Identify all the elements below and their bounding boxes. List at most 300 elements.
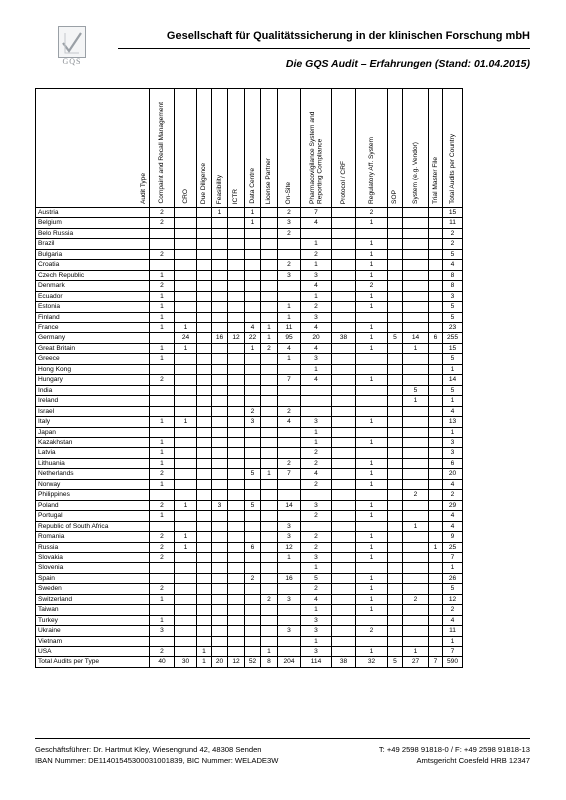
audit-count-cell xyxy=(175,594,197,604)
audit-count-cell xyxy=(197,594,212,604)
audit-table xyxy=(35,88,463,668)
audit-count-cell xyxy=(332,291,356,301)
country-total-cell: 20 xyxy=(443,469,463,479)
audit-count-cell xyxy=(403,573,429,583)
audit-count-cell xyxy=(245,364,261,374)
column-header-label: System (e.g. Vendor) xyxy=(411,142,419,204)
audit-count-cell xyxy=(245,249,261,259)
column-header xyxy=(403,89,429,208)
audit-count-cell xyxy=(388,427,403,437)
country-cell: Greece xyxy=(36,354,150,364)
audit-count-cell xyxy=(228,594,245,604)
audit-count-cell: 1 xyxy=(403,343,429,353)
audit-count-cell xyxy=(332,615,356,625)
audit-count-cell xyxy=(175,364,197,374)
audit-count-cell: 1 xyxy=(356,239,388,249)
audit-count-cell xyxy=(175,385,197,395)
country-total-cell: 23 xyxy=(443,322,463,332)
column-header xyxy=(278,89,301,208)
logo-check-icon xyxy=(58,26,86,58)
audit-count-cell xyxy=(245,270,261,280)
audit-count-cell: 2 xyxy=(301,302,332,312)
audit-count-cell xyxy=(388,542,403,552)
audit-count-cell: 2 xyxy=(150,647,175,657)
table-row xyxy=(36,563,463,573)
audit-count-cell xyxy=(197,584,212,594)
audit-count-cell xyxy=(261,532,278,542)
audit-count-cell: 3 xyxy=(301,626,332,636)
column-header-label: Audit Type xyxy=(139,172,147,204)
audit-count-cell xyxy=(388,521,403,531)
audit-count-cell xyxy=(403,208,429,218)
audit-count-cell: 2 xyxy=(301,542,332,552)
audit-count-cell xyxy=(212,626,228,636)
audit-count-cell: 3 xyxy=(245,417,261,427)
audit-count-cell xyxy=(403,437,429,447)
audit-count-cell xyxy=(403,636,429,646)
audit-count-cell xyxy=(212,239,228,249)
audit-count-cell: 7 xyxy=(278,469,301,479)
audit-count-cell xyxy=(245,396,261,406)
audit-count-cell: 4 xyxy=(245,322,261,332)
table-row xyxy=(36,500,463,510)
country-cell: Lithuania xyxy=(36,458,150,468)
audit-count-cell xyxy=(403,364,429,374)
audit-count-cell xyxy=(332,343,356,353)
type-total-cell: 12 xyxy=(228,657,245,667)
audit-count-cell xyxy=(388,626,403,636)
audit-count-cell xyxy=(245,239,261,249)
audit-count-cell: 1 xyxy=(301,437,332,447)
audit-count-cell xyxy=(261,239,278,249)
audit-count-cell xyxy=(388,302,403,312)
audit-count-cell xyxy=(228,312,245,322)
table-row xyxy=(36,552,463,562)
audit-count-cell xyxy=(197,500,212,510)
audit-count-cell xyxy=(278,437,301,447)
audit-count-cell xyxy=(388,615,403,625)
table-row xyxy=(36,302,463,312)
table-row xyxy=(36,458,463,468)
type-total-cell: 30 xyxy=(175,657,197,667)
country-total-cell: 12 xyxy=(443,594,463,604)
audit-count-cell: 1 xyxy=(150,594,175,604)
audit-count-cell xyxy=(175,427,197,437)
audit-count-cell xyxy=(175,218,197,228)
audit-count-cell xyxy=(212,260,228,270)
column-header-label: Pharmacovigilance System and Reporting Compliance xyxy=(308,111,323,204)
audit-count-cell xyxy=(150,521,175,531)
audit-count-cell xyxy=(212,615,228,625)
country-total-cell: 2 xyxy=(443,239,463,249)
audit-count-cell xyxy=(388,469,403,479)
audit-count-cell: 3 xyxy=(301,354,332,364)
audit-count-cell xyxy=(429,521,443,531)
column-header-label: License Partner xyxy=(265,157,273,204)
column-header-label: ICTR xyxy=(232,188,240,204)
audit-count-cell xyxy=(212,573,228,583)
table-row xyxy=(36,479,463,489)
audit-count-cell: 1 xyxy=(261,469,278,479)
audit-count-cell xyxy=(197,469,212,479)
audit-count-cell xyxy=(197,385,212,395)
audit-count-cell: 1 xyxy=(356,594,388,604)
country-cell: Romania xyxy=(36,532,150,542)
audit-count-cell xyxy=(429,626,443,636)
audit-count-cell xyxy=(388,260,403,270)
table-row xyxy=(36,364,463,374)
audit-count-cell xyxy=(228,281,245,291)
type-total-cell: 38 xyxy=(332,657,356,667)
audit-count-cell xyxy=(301,406,332,416)
audit-count-cell xyxy=(228,584,245,594)
audit-count-cell: 2 xyxy=(150,281,175,291)
table-row xyxy=(36,573,463,583)
audit-count-cell xyxy=(403,270,429,280)
audit-count-cell xyxy=(245,479,261,489)
audit-count-cell: 1 xyxy=(197,647,212,657)
audit-count-cell xyxy=(212,605,228,615)
column-header-label: Regulatory Aff. System xyxy=(367,137,375,204)
audit-count-cell xyxy=(228,647,245,657)
table-row xyxy=(36,333,463,343)
audit-count-cell xyxy=(212,281,228,291)
audit-count-cell xyxy=(403,218,429,228)
audit-count-cell xyxy=(403,448,429,458)
audit-count-cell xyxy=(388,605,403,615)
audit-count-cell xyxy=(403,532,429,542)
audit-count-cell xyxy=(388,490,403,500)
table-row xyxy=(36,208,463,218)
audit-count-cell: 1 xyxy=(356,260,388,270)
audit-count-cell xyxy=(150,605,175,615)
audit-count-cell xyxy=(356,448,388,458)
audit-count-cell xyxy=(212,291,228,301)
audit-count-cell: 1 xyxy=(301,605,332,615)
audit-count-cell xyxy=(228,479,245,489)
logo-text: GQS xyxy=(62,57,82,66)
audit-count-cell: 22 xyxy=(245,333,261,343)
audit-count-cell: 1 xyxy=(278,552,301,562)
audit-count-cell xyxy=(197,479,212,489)
audit-count-cell: 1 xyxy=(150,322,175,332)
country-total-cell: 4 xyxy=(443,511,463,521)
audit-count-cell xyxy=(261,490,278,500)
audit-count-cell xyxy=(261,479,278,489)
audit-count-cell: 1 xyxy=(356,375,388,385)
column-header-label: Trial Master File xyxy=(431,156,439,204)
audit-count-cell xyxy=(301,521,332,531)
audit-count-cell: 1 xyxy=(356,417,388,427)
audit-count-cell xyxy=(278,605,301,615)
table-row xyxy=(36,260,463,270)
audit-count-cell xyxy=(388,584,403,594)
audit-count-cell: 2 xyxy=(301,249,332,259)
audit-count-cell xyxy=(356,563,388,573)
audit-count-cell xyxy=(212,270,228,280)
column-header xyxy=(429,89,443,208)
audit-count-cell: 1 xyxy=(356,343,388,353)
audit-count-cell xyxy=(429,281,443,291)
audit-count-cell xyxy=(228,563,245,573)
audit-count-cell xyxy=(228,626,245,636)
audit-count-cell xyxy=(245,302,261,312)
table-row xyxy=(36,270,463,280)
country-total-cell: 11 xyxy=(443,218,463,228)
audit-count-cell xyxy=(332,218,356,228)
audit-count-cell: 2 xyxy=(301,458,332,468)
audit-count-cell xyxy=(212,552,228,562)
audit-count-cell xyxy=(403,406,429,416)
country-cell: Portugal xyxy=(36,511,150,521)
audit-count-cell xyxy=(429,490,443,500)
audit-count-cell: 2 xyxy=(278,208,301,218)
audit-count-cell xyxy=(261,270,278,280)
country-total-cell: 15 xyxy=(443,343,463,353)
audit-count-cell: 1 xyxy=(356,647,388,657)
column-header-label: Feasibility xyxy=(215,174,223,204)
audit-count-cell xyxy=(197,396,212,406)
audit-count-cell xyxy=(332,385,356,395)
audit-count-cell xyxy=(261,552,278,562)
audit-count-cell: 3 xyxy=(278,521,301,531)
audit-count-cell xyxy=(429,322,443,332)
audit-count-cell: 5 xyxy=(388,333,403,343)
audit-count-cell xyxy=(212,532,228,542)
audit-count-cell: 2 xyxy=(403,490,429,500)
audit-count-cell xyxy=(429,406,443,416)
audit-count-cell xyxy=(261,448,278,458)
audit-count-cell xyxy=(429,228,443,238)
country-cell: Israel xyxy=(36,406,150,416)
country-cell: Italy xyxy=(36,417,150,427)
table-row xyxy=(36,427,463,437)
audit-count-cell xyxy=(278,479,301,489)
audit-count-cell xyxy=(197,322,212,332)
audit-count-cell: 1 xyxy=(356,437,388,447)
type-total-cell: 32 xyxy=(356,657,388,667)
audit-count-cell: 1 xyxy=(301,239,332,249)
audit-count-cell xyxy=(403,239,429,249)
audit-count-cell xyxy=(388,281,403,291)
audit-count-cell: 7 xyxy=(278,375,301,385)
audit-count-cell xyxy=(212,511,228,521)
audit-count-cell: 2 xyxy=(150,249,175,259)
audit-count-cell xyxy=(388,511,403,521)
type-total-cell: 7 xyxy=(429,657,443,667)
audit-count-cell xyxy=(301,228,332,238)
audit-count-cell: 20 xyxy=(301,333,332,343)
audit-count-cell xyxy=(261,281,278,291)
audit-count-cell xyxy=(228,448,245,458)
audit-count-cell: 2 xyxy=(278,406,301,416)
audit-count-cell: 2 xyxy=(356,281,388,291)
audit-count-cell xyxy=(332,573,356,583)
table-row xyxy=(36,647,463,657)
audit-count-cell: 1 xyxy=(403,396,429,406)
audit-count-cell xyxy=(175,302,197,312)
footer-register-court: Amtsgericht Coesfeld HRB 12347 xyxy=(416,756,530,765)
audit-count-cell: 3 xyxy=(301,270,332,280)
audit-count-cell xyxy=(388,322,403,332)
audit-count-cell xyxy=(429,500,443,510)
audit-count-cell xyxy=(301,396,332,406)
country-total-cell: 5 xyxy=(443,302,463,312)
audit-count-cell xyxy=(403,511,429,521)
audit-count-cell: 2 xyxy=(150,584,175,594)
audit-count-cell: 4 xyxy=(301,322,332,332)
audit-count-cell: 1 xyxy=(356,552,388,562)
table-row xyxy=(36,511,463,521)
audit-count-cell: 3 xyxy=(278,594,301,604)
audit-count-cell xyxy=(332,552,356,562)
country-total-cell: 3 xyxy=(443,291,463,301)
audit-count-cell xyxy=(175,437,197,447)
country-cell: Ecuador xyxy=(36,291,150,301)
audit-count-cell: 1 xyxy=(356,322,388,332)
column-header xyxy=(443,89,463,208)
audit-count-cell xyxy=(332,375,356,385)
audit-count-cell xyxy=(245,427,261,437)
audit-count-cell xyxy=(332,396,356,406)
audit-count-cell xyxy=(332,605,356,615)
country-cell: Poland xyxy=(36,500,150,510)
audit-count-cell xyxy=(150,385,175,395)
table-header-row xyxy=(36,89,463,208)
audit-count-cell: 1 xyxy=(356,291,388,301)
audit-count-cell xyxy=(332,636,356,646)
audit-count-cell xyxy=(228,573,245,583)
audit-count-cell xyxy=(332,458,356,468)
country-cell: Norway xyxy=(36,479,150,489)
audit-count-cell xyxy=(228,208,245,218)
audit-count-cell xyxy=(175,636,197,646)
audit-count-cell xyxy=(228,364,245,374)
audit-count-cell xyxy=(332,322,356,332)
audit-count-cell xyxy=(228,218,245,228)
audit-count-cell: 1 xyxy=(356,542,388,552)
audit-count-cell xyxy=(261,427,278,437)
audit-count-cell xyxy=(388,594,403,604)
audit-count-cell xyxy=(278,511,301,521)
audit-count-cell: 3 xyxy=(150,626,175,636)
audit-count-cell: 2 xyxy=(301,448,332,458)
table-row xyxy=(36,542,463,552)
audit-count-cell xyxy=(245,490,261,500)
audit-count-cell xyxy=(228,636,245,646)
audit-count-cell xyxy=(197,448,212,458)
audit-count-cell xyxy=(403,552,429,562)
audit-count-cell xyxy=(388,249,403,259)
audit-count-cell xyxy=(261,511,278,521)
audit-count-cell xyxy=(228,437,245,447)
country-total-cell: 11 xyxy=(443,626,463,636)
audit-count-cell xyxy=(150,490,175,500)
country-total-cell: 7 xyxy=(443,552,463,562)
audit-count-cell: 1 xyxy=(356,532,388,542)
audit-count-cell xyxy=(150,260,175,270)
country-cell: Spain xyxy=(36,573,150,583)
audit-count-cell xyxy=(197,427,212,437)
audit-count-cell: 2 xyxy=(261,343,278,353)
audit-count-cell xyxy=(212,249,228,259)
audit-count-cell xyxy=(228,552,245,562)
table-row xyxy=(36,532,463,542)
audit-count-cell xyxy=(403,542,429,552)
audit-count-cell xyxy=(388,218,403,228)
country-cell: Belo Russia xyxy=(36,228,150,238)
audit-count-cell xyxy=(212,584,228,594)
table-row xyxy=(36,636,463,646)
footer-rule xyxy=(35,738,530,739)
audit-count-cell: 1 xyxy=(175,417,197,427)
table-row xyxy=(36,490,463,500)
audit-count-cell xyxy=(150,563,175,573)
audit-count-cell: 1 xyxy=(175,542,197,552)
audit-count-cell xyxy=(175,260,197,270)
type-total-cell: 1 xyxy=(197,657,212,667)
audit-count-cell xyxy=(403,615,429,625)
audit-count-cell xyxy=(175,448,197,458)
audit-count-cell xyxy=(278,427,301,437)
country-cell: Russia xyxy=(36,542,150,552)
audit-count-cell xyxy=(388,573,403,583)
audit-count-cell: 3 xyxy=(301,647,332,657)
audit-count-cell xyxy=(261,375,278,385)
audit-count-cell xyxy=(356,427,388,437)
country-total-cell: 2 xyxy=(443,228,463,238)
audit-count-cell: 1 xyxy=(245,343,261,353)
audit-count-cell xyxy=(388,228,403,238)
audit-count-cell xyxy=(332,500,356,510)
audit-count-cell xyxy=(261,605,278,615)
audit-count-cell xyxy=(261,354,278,364)
audit-count-cell: 4 xyxy=(278,417,301,427)
table-body xyxy=(36,208,463,668)
audit-count-cell xyxy=(150,228,175,238)
audit-count-cell: 1 xyxy=(301,291,332,301)
audit-count-cell xyxy=(228,270,245,280)
audit-count-cell xyxy=(261,573,278,583)
country-total-cell: 1 xyxy=(443,364,463,374)
audit-count-cell: 5 xyxy=(245,500,261,510)
audit-count-cell xyxy=(429,615,443,625)
audit-count-cell xyxy=(175,270,197,280)
audit-count-cell: 95 xyxy=(278,333,301,343)
audit-count-cell: 1 xyxy=(278,312,301,322)
audit-count-cell: 4 xyxy=(301,375,332,385)
audit-count-cell xyxy=(175,281,197,291)
audit-count-cell: 3 xyxy=(278,532,301,542)
audit-count-cell: 2 xyxy=(150,375,175,385)
audit-count-cell xyxy=(388,448,403,458)
table-row xyxy=(36,343,463,353)
audit-count-cell xyxy=(197,532,212,542)
audit-count-cell xyxy=(197,343,212,353)
column-header xyxy=(197,89,212,208)
audit-count-cell xyxy=(245,511,261,521)
column-header xyxy=(212,89,228,208)
audit-count-cell xyxy=(332,364,356,374)
audit-count-cell: 1 xyxy=(356,584,388,594)
audit-count-cell xyxy=(429,427,443,437)
audit-count-cell xyxy=(245,626,261,636)
audit-count-cell xyxy=(332,469,356,479)
audit-count-cell: 1 xyxy=(245,208,261,218)
table-row xyxy=(36,249,463,259)
audit-count-cell xyxy=(197,573,212,583)
country-cell: Turkey xyxy=(36,615,150,625)
